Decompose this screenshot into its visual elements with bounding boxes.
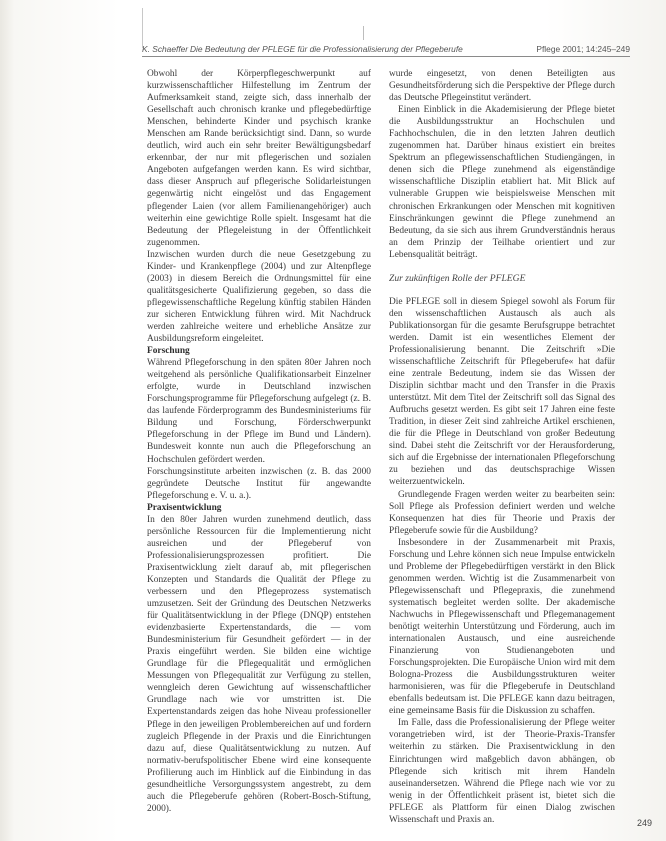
continuation-paragraph: wurde eingesetzt, von denen Beteiligten aus Gesundheitsförderung sich die Perspektive der Pflege durch das Deutsche Pflegeinstitut verändert. [389,69,615,104]
research-paragraph: Während Pflegeforschung in den späten 80er Jahren noch weitgehend als persönliche Qualifikationsarbeit Einzelner erfolgte, wurde in Deutschland inzwischen Forschungsprogramme für Pflegeforschung aufgelegt (z. B. das laufende Förderprogramm des Bundesministeriums für Bildung und Forschung, Förderschwerpunkt Pflegeforschung in der Pflege im Bund und Ländern). Bundesweit konnte nun auch die Pflegeforschung an Hochschulen gefördert werden. [147,358,371,465]
page-number: 249 [637,818,653,828]
section-heading-role: Zur zukünftigen Rolle der PFLEGE [389,272,526,284]
practice-paragraph: In den 80er Jahren wurden zunehmend deutlich, dass persönliche Ressourcen für die Implementierung nicht ausreichen und der Pflegeberuf von Professionalisierungsprozessen profitiert. Die Praxisentwicklung zielt darauf ab, mit pflegerischen Konzepten und Standards die Qualität der Pflege zu verbessern und den Pflegeprozess systematisch umzusetzen. Seit der Gründung des Deutschen Netzwerks für Qualitätsentwicklung in der Pflege (DNQP) entstehen evidenzbasierte Expertenstandards, die — vom Bundesministerium für Gesundheit gefördert — in der Praxis eingeführt werden. Sie bilden eine wichtige Grundlage für die Pflegequalität und ermöglichen Messungen von Pflegequalität zur Verfügung zu stellen, wenngleich deren Gewichtung auf wissenschaftlicher Grundlage nach wie vor umstritten ist. Die Expertenstandards zeigen das hohe Niveau professioneller Pflege in den jeweiligen Problembereichen auf und fordern zugleich Pflegende in der Praxis und die Einrichtungen dazu auf, diese Qualitätsentwicklung zu nutzen. Auf normativ-berufspolitischer Ebene wird eine konsequente Profilierung auch im Hinblick auf die Einbindung in das gesundheitliche Versorgungssystem angestrebt, zu dem auch die Pflegeberufe gehören (Robert-Bosch-Stiftung, 2000). [147,514,371,814]
header-author: K. Schaeffer [142,44,189,54]
left-column [147,68,371,815]
intro-paragraph-1: Obwohl der Körperpflegeschwerpunkt auf kurzwissenschaftlicher Hilfestellung im Zentrum der Aufmerksamkeit stand, zeigte sich, dass innerhalb der Gesellschaft auch chronisch kranke und pflegebedürftige Menschen, behinderte Kinder und psychisch kranke Menschen am Rande berücksichtigt sind. Dann, so wurde deutlich, wird auch ein sehr breiter Bewältigungsbedarf erkennbar, der nur mit pflegerischen und sozialen Angeboten aufgefangen werden kann. Es wird sichtbar, dass dieser Anspruch auf pflegerische Solidarleistungen gegenwärtig nicht eingelöst und das Engagement pflegender Laien (vor allem Familienangehöriger) auch weiterhin eine gewichtige Rolle spielt. Insgesamt hat die Bedeutung der Pflegeleistung in der Öffentlichkeit zugenommen. [147,69,371,248]
research-paragraph-2: Forschungsinstitute arbeiten inzwischen (z. B. das 2000 gegründete Deutsche Institut für angewandte Pflegeforschung e. V. u. a.). [147,466,371,501]
spine-shadow [0,0,14,841]
role-paragraph-3: Insbesondere in der Zusammenarbeit mit Praxis, Forschung und Lehre können sich neue Impulse entwickeln und Probleme der Pflegebedürftigen verstärkt in den Blick genommen werden. Wichtig ist die Zusammenarbeit von Pflegewissenschaft und Pflegepraxis, die zunehmend systematisch begleitet werden sollte. Der akademische Nachwuchs in Pflegewissenschaft und Pflegemanagement benötigt weiterhin Unterstützung und Förderung, auch im internationalen Austausch, und eine ausreichende Finanzierung von Studienangeboten und Forschungsprojekten. Die Europäische Union wird mit dem Bologna-Prozess die Ausbildungsstrukturen weiter harmonisieren, was für die Pflegeberufe in Deutschland ebenfalls bedeutsam ist. Die PFLEGE kann dazu beitragen, eine gemeinsame Basis für die Diskussion zu schaffen. [389,537,615,717]
institute-paragraph: Einen Einblick in die Akademisierung der Pflege bietet die Ausbildungsstruktur an Hochschulen und Fachhochschulen, die in den letzten Jahren deutlich zugenommen hat. Darüber hinaus existiert ein breites Spektrum an pflegewissenschaftlichen Studiengängen, in denen sich die Pflege zunehmend als eigenständige wissenschaftliche Disziplin etabliert hat. Mit Blick auf vulnerable Gruppen wie beispielsweise Menschen mit chronischen Erkrankungen oder Menschen mit kognitiven Einschränkungen gewinnt die Pflege zunehmend an Bedeutung, da sie sich aus ihrem Grundverständnis heraus an dem Prinzip der Teilhabe orientiert und zur Lebensqualität beiträgt. [389,105,615,260]
right-column [389,68,615,826]
heading-practice: Praxisentwicklung [147,502,222,513]
running-header [142,40,630,57]
intro-paragraph-2: Inzwischen wurden durch die neue Gesetzgebung zu Kinder- und Krankenpflege (2004) und zur Altenpflege (2003) in diesem Bereich die Ordnungsmittel für eine qualitätsgesicherte Qualifizierung gegeben, so dass die pflegewissenschaftliche Regelung künftig stabilen Händen zur sicheren Entwicklung führen wird. Mit Nachdruck werden zahlreiche weitere und erhebliche Ansätze zur Ausbildungsreform eingeleitet. [147,249,371,345]
header-journal-ref: Pflege 2001; 14:245–249 [536,44,630,54]
header-title: Die Bedeutung der PFLEGE für die Professionalisierung der Pflegeberufe [190,44,463,54]
margin-mark [363,26,364,40]
role-paragraph-2: Grundlegende Fragen werden weiter zu bearbeiten sein: Soll Pflege als Profession definiert werden und welche Konsequenzen hat dies für Theorie und Praxis der Pflegeberufe sowie für die Ausbildung? [389,489,615,536]
heading-research: Forschung [147,346,190,357]
role-paragraph-4: Im Falle, dass die Professionalisierung der Pflege weiter vorangetrieben wird, ist der Theorie-Praxis-Transfer weiterhin zu stärken. Die Praxisentwicklung in den Einrichtungen wird maßgeblich davon abhängen, ob Pflegende sich kritisch mit ihrem Handeln auseinandersetzen. Während die Pflege nach wie vor zu wenig in der Öffentlichkeit präsent ist, bietet sich die PFLEGE als Plattform für einen Dialog zwischen Wissenschaft und Praxis an. [389,718,615,825]
role-paragraph-1: Die PFLEGE soll in diesem Spiegel sowohl als Forum für den wissenschaftlichen Austausch als auch als Publikationsorgan für die gesamte Berufsgruppe betrachtet werden. Damit ist ein wesentliches Element der Professionalisierung benannt. Die Zeitschrift »Die wissenschaftliche Zeitschrift für Pflegeberufe« hat dafür eine zentrale Bedeutung, indem sie das Wissen der Disziplin sichtbar macht und den Transfer in die Praxis unterstützt. Mit dem Titel der Zeitschrift soll das Signal des Aufbruchs gesetzt werden. Es gibt seit 17 Jahren eine feste Tradition, in dieser Zeit sind zahlreiche Artikel erschienen, die für die Pflege in Deutschland von großer Bedeutung sind. Dabei steht die Zeitschrift vor der Herausforderung, sich auf die Ergebnisse der internationalen Pflegeforschung zu beziehen und das deutschsprachige Wissen weiterzuentwickeln. [389,296,615,488]
